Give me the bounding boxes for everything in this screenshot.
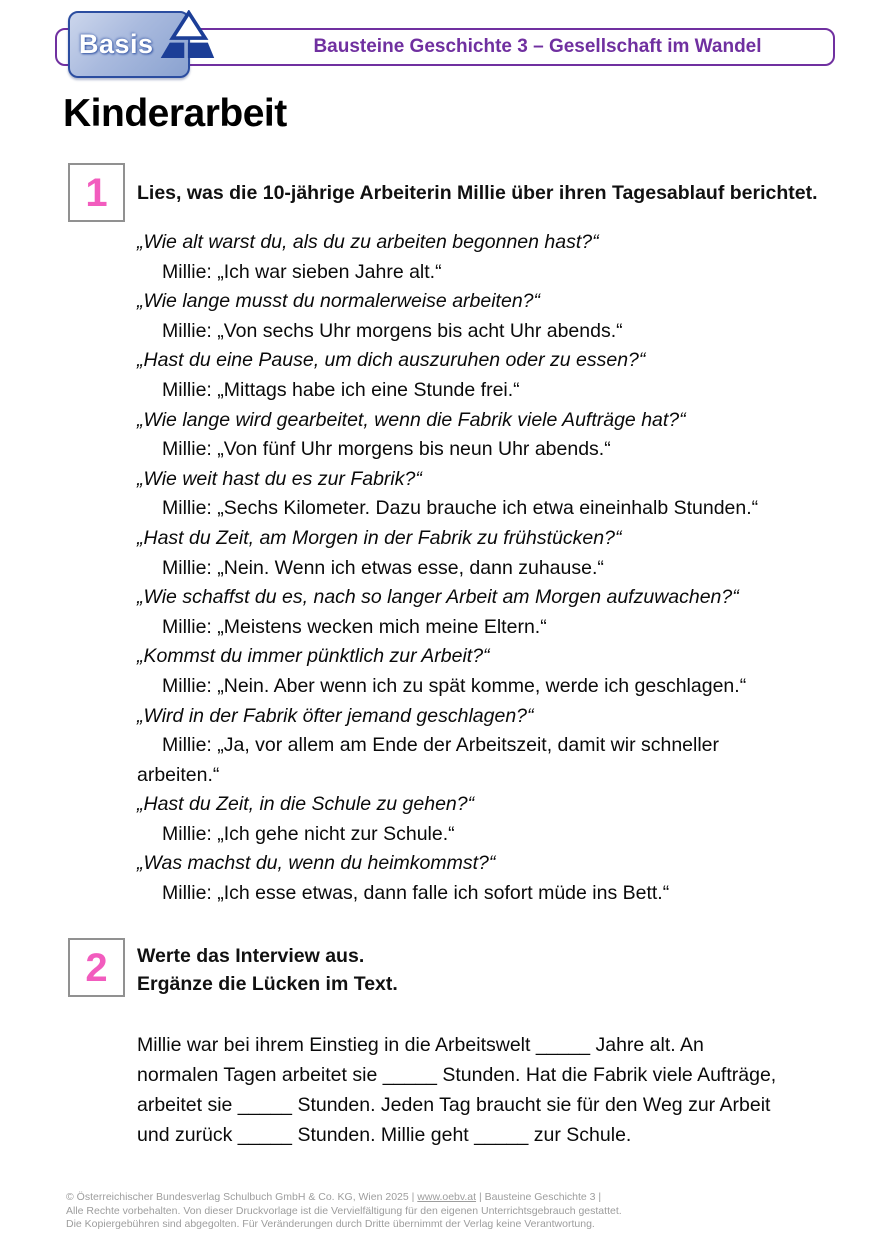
- header-series-title: Bausteine Geschichte 3 – Gesellschaft im Wandel: [313, 36, 762, 57]
- interview-answer: Millie: „Ja, vor allem am Ende der Arbeitszeit, damit wir schneller: [162, 734, 720, 757]
- task-2-number: 2: [85, 945, 108, 990]
- task-2-instruction: [137, 942, 398, 998]
- interview-answer: Millie: „Ich esse etwas, dann falle ich sofort müde ins Bett.“: [162, 882, 670, 905]
- footer-line-1: [66, 1191, 856, 1205]
- pyramid-icon: [158, 10, 216, 73]
- interview-answer: Millie: „Nein. Aber wenn ich zu spät komme, werde ich geschlagen.“: [162, 674, 747, 697]
- gap-text-line: Millie war bei ihrem Einstieg in die Arbeitswelt _____ Jahre alt. An: [137, 1034, 704, 1056]
- interview-question: „Hast du eine Pause, um dich auszuruhen oder zu essen?“: [137, 349, 646, 372]
- page-title: Kinderarbeit: [63, 92, 287, 135]
- interview-question: „Wie alt warst du, als du zu arbeiten begonnen hast?“: [137, 231, 599, 253]
- interview-question: „Wie weit hast du es zur Fabrik?“: [137, 467, 422, 490]
- interview-question: „Wird in der Fabrik öfter jemand geschlagen?“: [137, 704, 534, 727]
- footer-copyright-text: © Österreichischer Bundesverlag Schulbuch GmbH & Co. KG, Wien 2025 |: [66, 1191, 418, 1203]
- interview-answer: Millie: „Nein. Wenn ich etwas esse, dann zuhause.“: [162, 556, 604, 579]
- interview-answer-continuation: arbeiten.“: [137, 763, 220, 786]
- footer-line-3: Die Kopiergebühren sind abgegolten. Für Veränderungen durch Dritte übernimmt der Verlag keine Verantwortung.: [66, 1218, 595, 1230]
- interview-answer: Millie: „Ich gehe nicht zur Schule.“: [162, 822, 455, 845]
- footer-series-ref: | Bausteine Geschichte 3 |: [476, 1191, 602, 1203]
- gap-text-line: normalen Tagen arbeitet sie _____ Stunden. Hat die Fabrik viele Aufträge,: [137, 1064, 777, 1086]
- interview-question: „Kommst du immer pünktlich zur Arbeit?“: [137, 645, 490, 668]
- interview-question: „Wie lange wird gearbeitet, wenn die Fabrik viele Aufträge hat?“: [137, 408, 686, 431]
- interview-question: „Hast du Zeit, am Morgen in der Fabrik zu frühstücken?“: [137, 526, 622, 549]
- task-2-instruction-line-1: Werte das Interview aus.: [137, 945, 365, 967]
- interview-answer: Millie: „Mittags habe ich eine Stunde frei.“: [162, 378, 520, 401]
- task-1-number: 1: [85, 170, 108, 215]
- footer-line-2: Alle Rechte vorbehalten. Von dieser Druckvorlage ist die Vervielfältigung für den eigenen Unterrichtsgebrauch gestattet.: [66, 1204, 622, 1217]
- interview-answer: Millie: „Von fünf Uhr morgens bis neun Uhr abends.“: [162, 438, 611, 461]
- interview-answer: Millie: „Von sechs Uhr morgens bis acht Uhr abends.“: [162, 319, 623, 342]
- interview-question: „Was machst du, wenn du heimkommst?“: [137, 852, 496, 875]
- interview-question: „Hast du Zeit, in die Schule zu gehen?“: [137, 793, 475, 816]
- gap-text-line: und zurück _____ Stunden. Millie geht _____ zur Schule.: [137, 1124, 632, 1146]
- gap-text-line: arbeitet sie _____ Stunden. Jeden Tag braucht sie für den Weg zur Arbeit: [137, 1094, 771, 1116]
- task-2-number-box: [68, 938, 125, 997]
- task-1-number-box: [68, 163, 125, 222]
- basis-logo: [68, 11, 190, 78]
- copyright-footer: [66, 1191, 856, 1232]
- interview-answer: Millie: „Meistens wecken mich meine Eltern.“: [162, 615, 547, 638]
- gap-fill-paragraph: [137, 1030, 882, 1150]
- interview-text: [137, 228, 877, 909]
- basis-logo-label: Basis: [79, 29, 154, 59]
- interview-answer: Millie: „Ich war sieben Jahre alt.“: [162, 260, 442, 283]
- interview-question: „Wie schaffst du es, nach so langer Arbeit am Morgen aufzuwachen?“: [137, 586, 739, 609]
- interview-question: „Wie lange musst du normalerweise arbeiten?“: [137, 290, 541, 313]
- interview-answer: Millie: „Sechs Kilometer. Dazu brauche ich etwa eineinhalb Stunden.“: [162, 497, 759, 520]
- oebv-link[interactable]: www.oebv.at: [417, 1191, 477, 1203]
- task-2-instruction-line-2: Ergänze die Lücken im Text.: [137, 973, 398, 995]
- task-1-instruction: Lies, was die 10-jährige Arbeiterin Millie über ihren Tagesablauf berichtet.: [137, 182, 818, 204]
